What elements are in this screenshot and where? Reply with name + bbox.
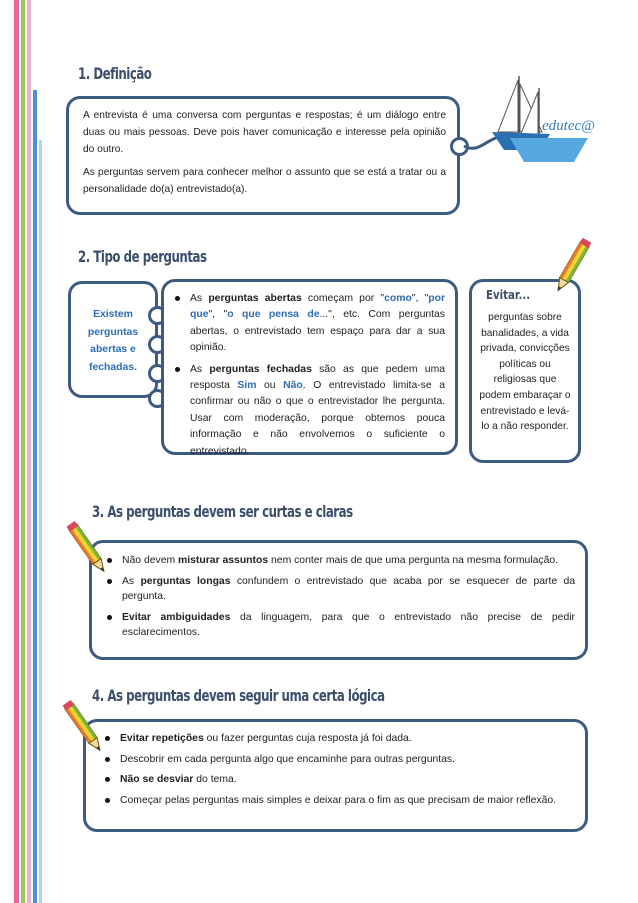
side-label-text: Existem perguntas abertas e fechadas. [87,309,139,373]
bullet-discover: Descobrir em cada pergunta algo que encaminhe para outras perguntas. [120,752,575,768]
section1-heading: 1. Definição [78,64,152,83]
avoid-title: Evitar... [486,288,531,302]
bullet-avoid-repetitions: Evitar repetições ou fazer perguntas cuja resposta já foi dada. [120,731,575,747]
logic-box [83,719,588,832]
question-types-box [161,279,458,455]
logo-text: edutec@ [542,118,595,134]
section2-heading: 2. Tipo de perguntas [78,247,207,266]
bullet-stay-on-topic: Não se desviar do tema. [120,772,575,788]
decorative-stripe-light-blue [39,140,42,903]
side-label-box [68,281,158,398]
section4-heading: 4. As perguntas devem seguir uma certa lógica [92,686,385,705]
pencil-icon [546,236,596,300]
avoid-text: perguntas sobre banalidades, a vida privada, convicções políticas ou religiosas que podem embaraçar o entrevistado e levá-lo a não responder. [479,312,571,433]
pencil-icon [60,697,110,761]
decorative-stripe-rose [27,0,31,903]
bullet-simple-first: Começar pelas perguntas mais simples e deixar para o fim as que precisam de maior reflexão. [120,793,575,809]
definition-box [66,96,460,215]
definition-paragraph-2: As perguntas servem para conhecer melhor o assunto que se está a tratar ou a personalidade do(a) entrevistado(a). [83,167,446,195]
decorative-stripe-green [21,0,25,903]
bullet-avoid-ambiguities: Evitar ambiguidades da linguagem, para que o entrevistado não precise de pedir esclarecimentos. [122,610,575,641]
definition-paragraph-1: A entrevista é uma conversa com perguntas e respostas; é um diálogo entre duas ou mais pessoas. Deve pois haver comunicação e interesse pela opinião do outro. [83,110,446,155]
decorative-stripe-blue [33,90,37,903]
bullet-long-questions: As perguntas longas confundem o entrevistado que acaba por se esquecer de parte da pergunta. [122,574,575,605]
avoid-box [469,279,581,463]
decorative-stripe-pink [14,0,19,903]
pencil-icon [64,518,114,582]
section3-heading: 3. As perguntas devem ser curtas e claras [92,502,353,521]
bullet-no-mixing: Não devem misturar assuntos nem conter mais de que uma pergunta na mesma formulação. [122,553,575,569]
bullet-open-questions: As perguntas abertas começam por "como", "por que", "o que pensa de...", etc. Com perguntas abertas, o entrevistado tem espaço para dar a sua opinião. [190,291,445,357]
short-questions-box [89,540,588,660]
bullet-closed-questions: As perguntas fechadas são as que pedem uma resposta Sim ou Não. O entrevistado limita-se a confirmar ou não o que o entrevistador lhe pergunta. Usar com moderação, porque obtemos pouca informação e não envolvemos o suficiente o entrevistado. [190,362,445,460]
sailboat-logo-icon [490,72,602,172]
